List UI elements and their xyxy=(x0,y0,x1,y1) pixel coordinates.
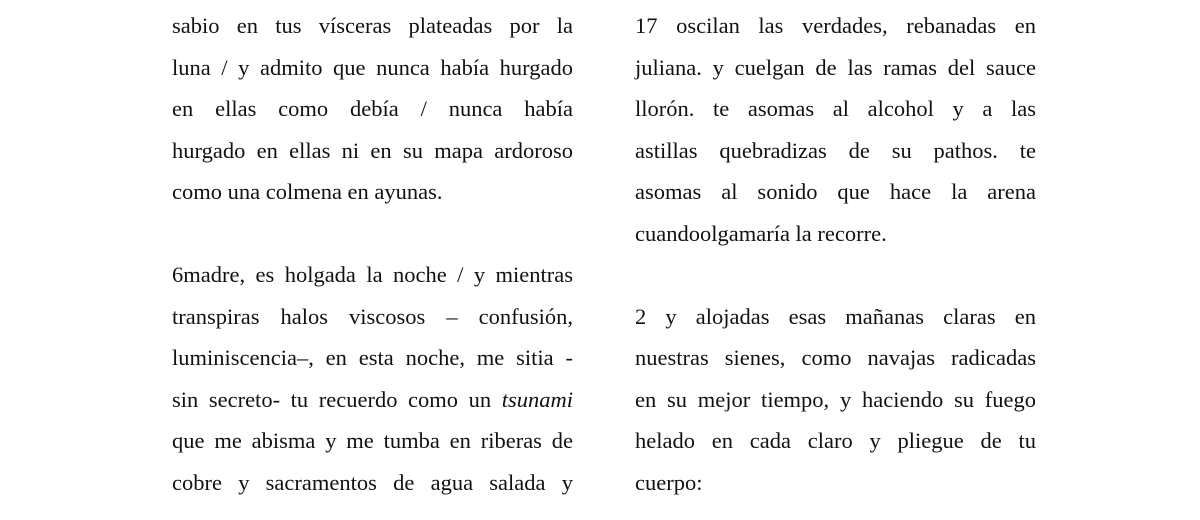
text-line: en su mejor tiempo, y haciendo su fuego xyxy=(635,386,1036,412)
stanza-gap xyxy=(635,254,1036,296)
text-line: como una colmena en ayunas. xyxy=(172,179,443,204)
text-line: que me abisma y me tumba en riberas de xyxy=(172,428,573,453)
text-line: transpiras halos viscosos – confusión, xyxy=(172,303,573,329)
text-segment: sin secreto- tu recuerdo como un xyxy=(172,386,492,412)
text-line: astillas quebradizas de su pathos. te xyxy=(635,137,1036,163)
text-line: helado en cada claro y pliegue de tu xyxy=(635,428,1036,453)
text-line: nuestras sienes, como navajas radicadas xyxy=(635,345,1036,370)
text-line: asomas al sonido que hace la arena xyxy=(635,179,1036,204)
text-line: luminiscencia–, en esta noche, me sitia - xyxy=(172,345,573,370)
text-line-with-italic xyxy=(172,379,573,421)
text-line: en ellas como debía / nunca había xyxy=(172,96,573,121)
text-line: sabio en tus vísceras plateadas por la xyxy=(172,13,573,38)
text-line: juliana. y cuelgan de las ramas del sauce xyxy=(635,54,1036,80)
text-line: 6madre, es holgada la noche / y mientras xyxy=(172,262,573,287)
poem-stanza-left-2 xyxy=(172,254,573,503)
poem-stanza-right-2 xyxy=(635,296,1036,504)
text-line: hurgado en ellas ni en su mapa ardoroso xyxy=(172,137,573,163)
poem-stanza-left-1 xyxy=(172,5,573,213)
text-line: luna / y admito que nunca había hurgado xyxy=(172,54,573,80)
left-column xyxy=(172,5,573,503)
text-line: cobre y sacramentos de agua salada y xyxy=(172,469,573,495)
right-column xyxy=(635,5,1036,503)
text-line: cuandoolgamaría la recorre. xyxy=(635,220,887,246)
text-line: 2 y alojadas esas mañanas claras en xyxy=(635,303,1036,329)
stanza-gap xyxy=(172,213,573,255)
text-line: cuerpo: xyxy=(635,469,703,495)
poem-stanza-right-1 xyxy=(635,5,1036,254)
text-line: llorón. te asomas al alcohol y a las xyxy=(635,96,1036,121)
text-line: 17 oscilan las verdades, rebanadas en xyxy=(635,13,1036,38)
italic-word: tsunami xyxy=(501,386,574,412)
